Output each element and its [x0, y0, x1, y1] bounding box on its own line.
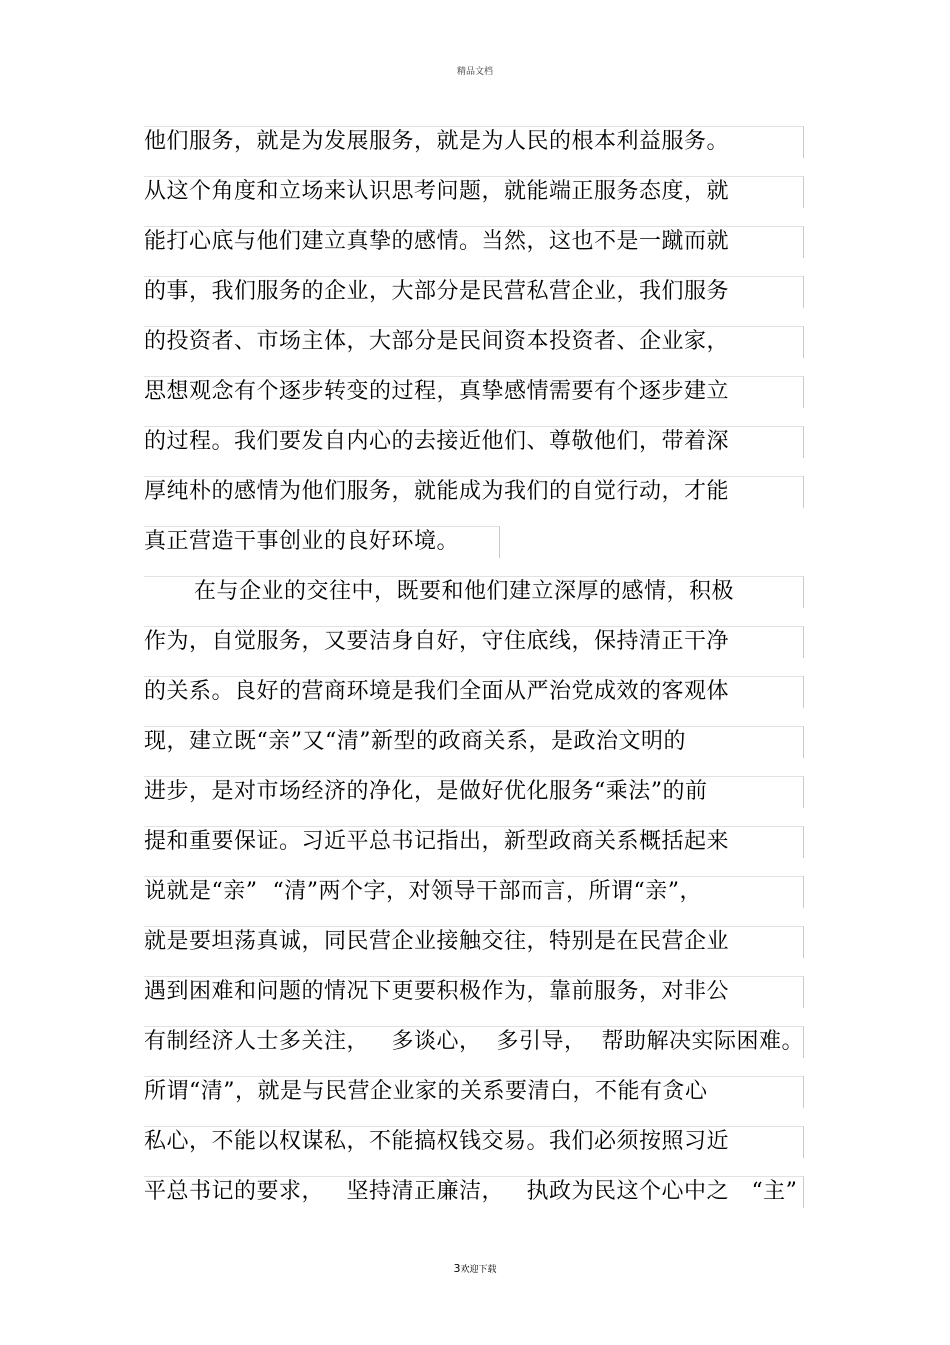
text-line: 的过程。我们要发自内心的去接近他们、尊敬他们，带着深 [144, 429, 730, 454]
text-line: 私心，不能以权谋私，不能搞权钱交易。我们必须按照习近 [144, 1129, 730, 1154]
text-line: 提和重要保证。习近平总书记指出，新型政商关系概括起来 [144, 829, 730, 854]
page-header: 精品文档 [456, 67, 493, 77]
text-line: 有制经济人士多关注， 多谈心， 多引导， 帮助解决实际困难。 [144, 1029, 804, 1054]
text-line: 的事，我们服务的企业，大部分是民营私营企业，我们服务 [144, 279, 730, 304]
footer-text: 欢迎下载 [460, 1265, 497, 1275]
text-line: 作为，自觉服务，又要洁身自好，守住底线，保持清正干净 [144, 629, 730, 654]
text-line: 平总书记的要求， 坚持清正廉洁， 执政为民这个心中之 “主” [144, 1179, 798, 1204]
text-line: 说就是“亲” “清”两个字，对领导干部而言，所谓“亲”， [144, 879, 702, 904]
paragraph-first-line: 在与企业的交往中，既要和他们建立深厚的感情，积极 [194, 579, 735, 604]
text-line: 能打心底与他们建立真挚的感情。当然，这也不是一蹴而就 [144, 229, 730, 254]
text-line: 现，建立既“亲”又“清”新型的政商关系，是政治文明的 [144, 729, 686, 754]
text-line: 思想观念有个逐步转变的过程，真挚感情需要有个逐步建立 [144, 379, 730, 404]
text-line: 从这个角度和立场来认识思考问题，就能端正服务态度，就 [144, 179, 730, 204]
text-line: 的投资者、市场主体，大部分是民间资本投资者、企业家， [144, 329, 730, 354]
text-line: 真正营造干事创业的良好环境。 [144, 529, 460, 554]
page-footer [0, 1262, 950, 1275]
text-line: 的关系。良好的营商环境是我们全面从严治党成效的客观体 [144, 679, 730, 704]
page-number: 3 [453, 1262, 461, 1275]
text-line: 厚纯朴的感情为他们服务，就能成为我们的自觉行动，才能 [144, 479, 730, 504]
text-line: 他们服务，就是为发展服务，就是为人民的根本利益服务。 [144, 129, 730, 154]
text-line: 进步，是对市场经济的净化，是做好优化服务“乘法”的前 [144, 779, 708, 804]
text-line: 就是要坦荡真诚，同民营企业接触交往，特别是在民营企业 [144, 929, 730, 954]
text-line: 遇到困难和问题的情况下更要积极作为，靠前服务，对非公 [144, 979, 730, 1004]
text-line: 所谓“清”，就是与民营企业家的关系要清白，不能有贪心 [144, 1079, 708, 1104]
